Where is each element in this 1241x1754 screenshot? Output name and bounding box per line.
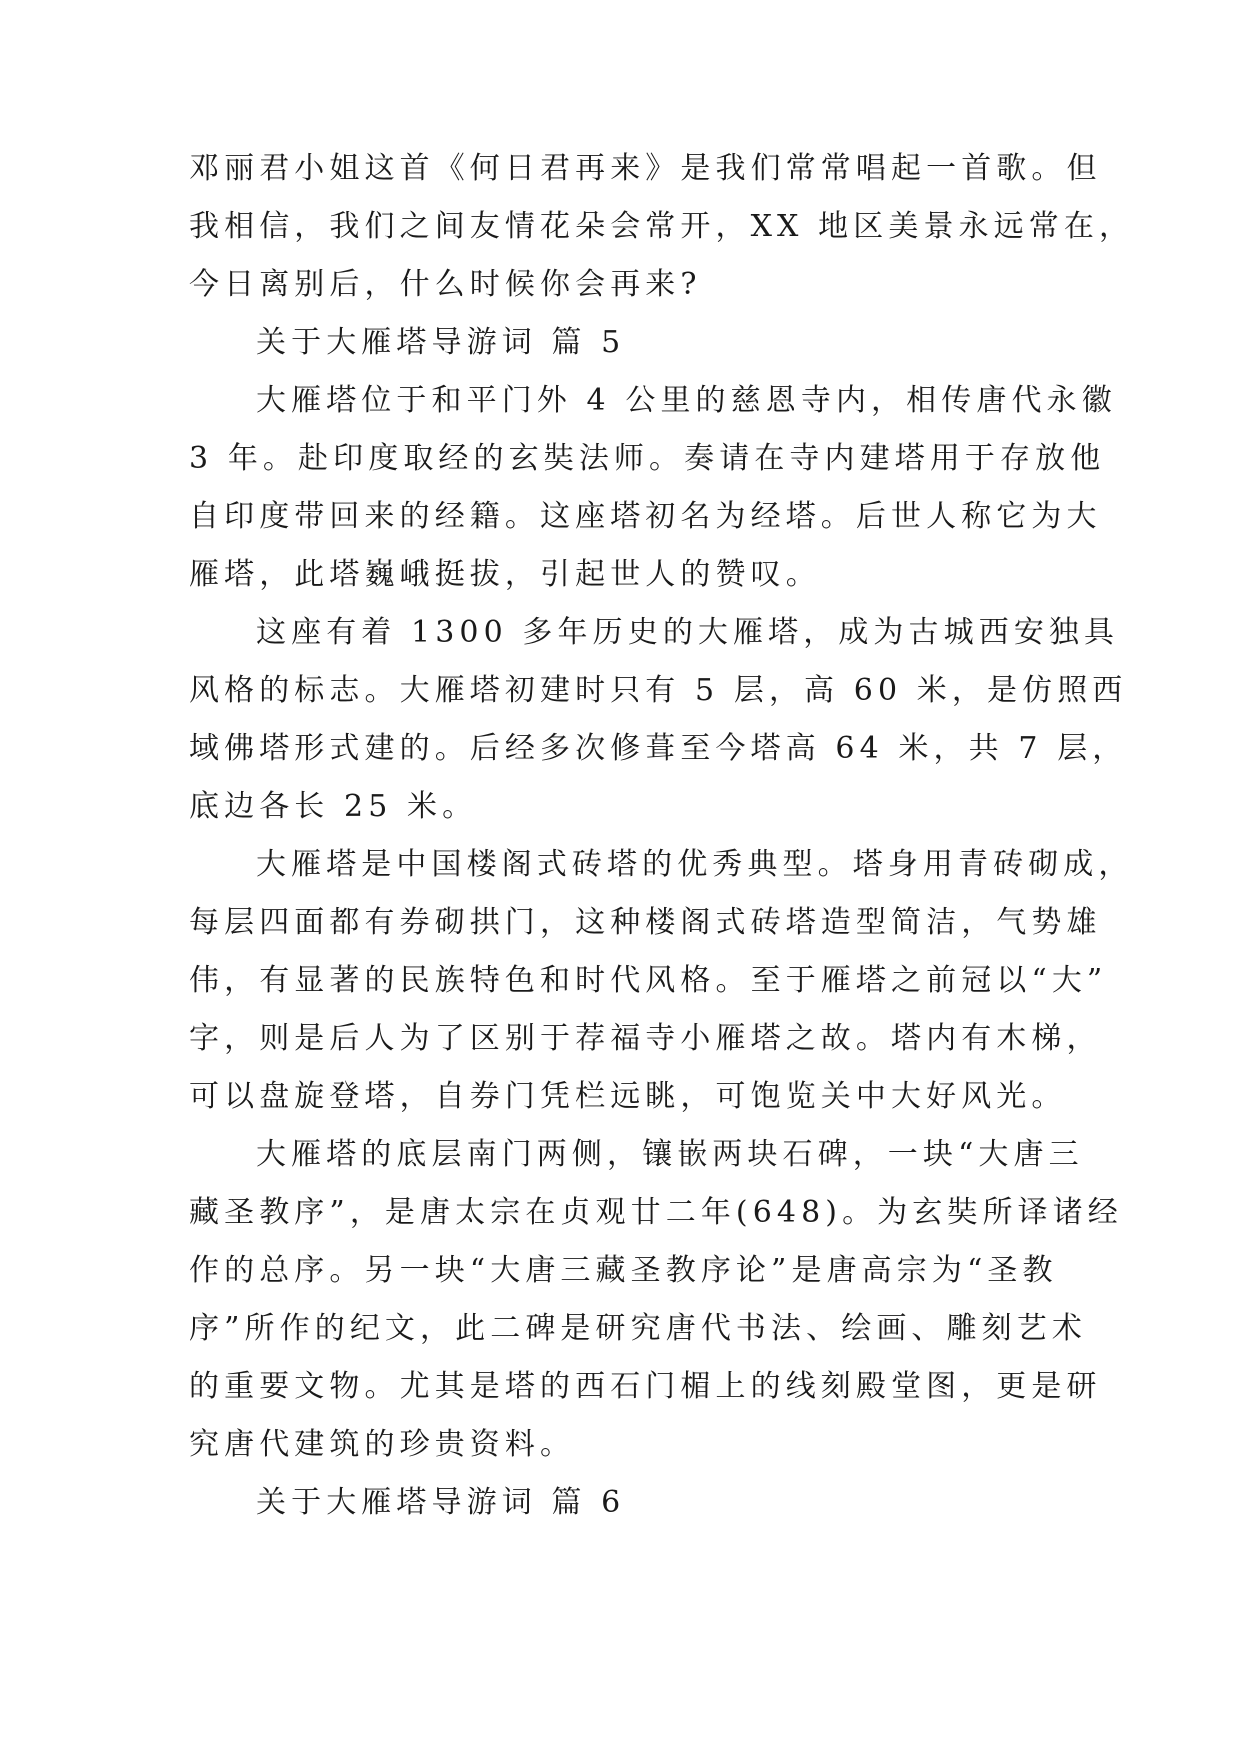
text-line: 每层四面都有券砌拱门，这种楼阁式砖塔造型简洁，气势雄 (189, 905, 1102, 940)
text-line: 邓丽君小姐这首《何日君再来》是我们常常唱起一首歌。但 (189, 151, 1102, 186)
text-line: 字，则是后人为了区别于荐福寺小雁塔之故。塔内有木梯， (189, 1021, 1102, 1056)
text-line: 今日离别后，什么时候你会再来? (189, 267, 702, 302)
section-heading: 关于大雁塔导游词 篇 6 (256, 1485, 626, 1520)
paragraph-first-line: 大雁塔是中国楼阁式砖塔的优秀典型。塔身用青砖砌成， (256, 847, 1134, 882)
text-line: 序”所作的纪文，此二碑是研究唐代书法、绘画、雕刻艺术 (189, 1311, 1087, 1346)
text-line: 底边各长 25 米。 (189, 789, 478, 824)
text-line: 3 年。赴印度取经的玄奘法师。奏请在寺内建塔用于存放他 (189, 441, 1106, 476)
text-line: 藏圣教序”，是唐太宗在贞观廿二年(648)。为玄奘所译诸经 (189, 1195, 1123, 1230)
text-line: 雁塔，此塔巍峨挺拔，引起世人的赞叹。 (189, 557, 821, 592)
text-line: 的重要文物。尤其是塔的西石门楣上的线刻殿堂图，更是研 (189, 1369, 1102, 1404)
paragraph-first-line: 这座有着 1300 多年历史的大雁塔，成为古城西安独具 (256, 615, 1120, 650)
text-line: 风格的标志。大雁塔初建时只有 5 层，高 60 米，是仿照西 (189, 673, 1128, 708)
text-line: 我相信，我们之间友情花朵会常开，XX 地区美景永远常在， (189, 209, 1135, 244)
text-line: 究唐代建筑的珍贵资料。 (189, 1427, 576, 1462)
text-line: 自印度带回来的经籍。这座塔初名为经塔。后世人称它为大 (189, 499, 1102, 534)
section-heading: 关于大雁塔导游词 篇 5 (256, 325, 626, 360)
paragraph-first-line: 大雁塔的底层南门两侧，镶嵌两块石碑，一块“大唐三 (256, 1137, 1084, 1172)
text-line: 作的总序。另一块“大唐三藏圣教序论”是唐高宗为“圣教 (189, 1253, 1058, 1288)
text-line: 域佛塔形式建的。后经多次修葺至今塔高 64 米，共 7 层， (189, 731, 1128, 766)
paragraph-first-line: 大雁塔位于和平门外 4 公里的慈恩寺内，相传唐代永徽 (256, 383, 1117, 418)
text-line: 可以盘旋登塔，自券门凭栏远眺，可饱览关中大好风光。 (189, 1079, 1067, 1114)
text-line: 伟，有显著的民族特色和时代风格。至于雁塔之前冠以“大” (189, 963, 1108, 998)
